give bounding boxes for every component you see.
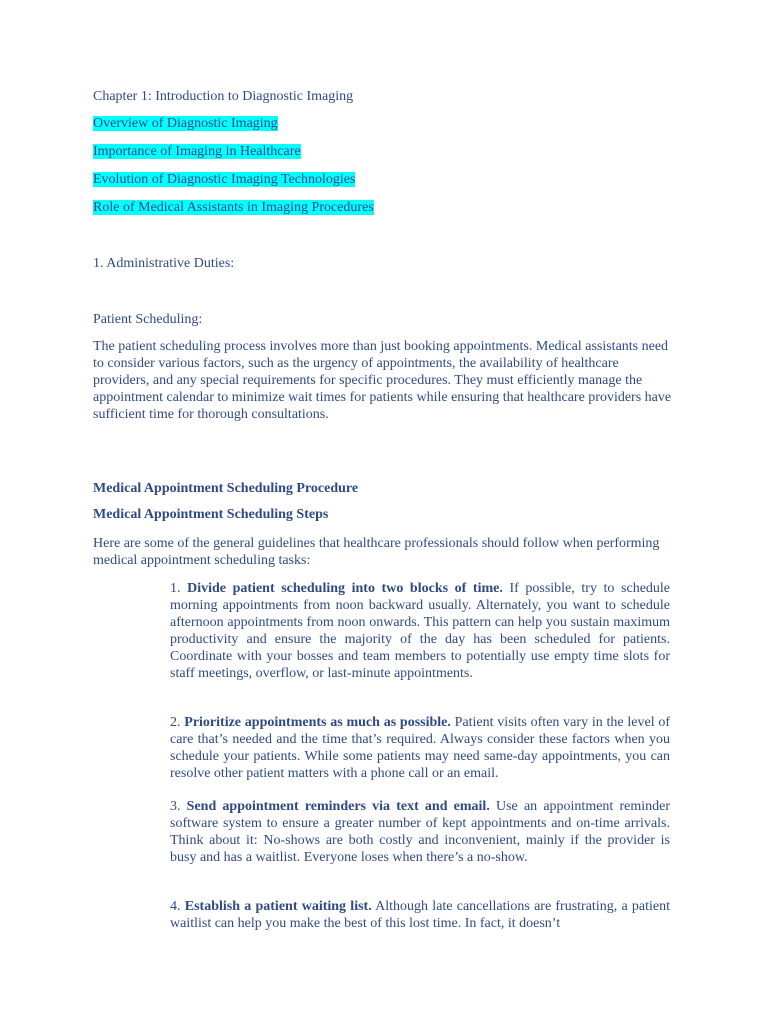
item-text: Although late cancellations are frustrating, a patient waitlist can help you make the best of this lost time. In fact, it doesn’t [170,899,671,931]
chapter-title: Chapter 1: Introduction to Diagnostic Imaging [93,89,354,104]
list-item [170,898,670,932]
procedure-intro: Here are some of the general guidelines that healthcare professionals should follow when performing medical appointment scheduling tasks: [93,536,660,568]
item-text: If possible, try to schedule morning appointments from noon backward usually. Alternately, you want to schedule afternoon appointments from noon onwards. This pattern can help you sustain maximum productivity and ensure the majority of the day has been scheduled for patients. Coordinate with your bosses and team members to potentially use empty time slots for staff meetings, overflow, or last-minute appointments. [170,581,671,681]
toc-item[interactable]: Evolution of Diagnostic Imaging Technologies [93,172,356,187]
item-number: 3. [170,799,181,814]
steps-title: Medical Appointment Scheduling Steps [93,507,329,522]
item-number: 1. [170,581,181,596]
list-item [170,714,670,782]
list-item [170,798,670,866]
procedure-title: Medical Appointment Scheduling Procedure [93,481,359,496]
item-bold-lead: Prioritize appointments as much as possible. [184,715,451,730]
scheduling-paragraph: The patient scheduling process involves more than just booking appointments. Medical assistants need to consider various factors, such as the urgency of appointments, the availability of healthcare providers, and any special requirements for specific procedures. They must efficiently manage the appointment calendar to minimize wait times for patients while ensuring that healthcare providers have sufficient time for thorough consultations. [93,339,672,422]
toc-item[interactable]: Importance of Imaging in Healthcare [93,144,301,159]
item-bold-lead: Send appointment reminders via text and email. [186,799,490,814]
section-subheading: Patient Scheduling: [93,312,203,327]
item-number: 4. [170,899,181,914]
item-text: Patient visits often vary in the level of care that’s needed and the time that’s required. Always consider these factors when you schedule your patients. While some patients may need same-day appointments, you can resolve other patient matters with a phone call or an email. [170,715,671,781]
list-item [170,580,670,682]
item-number: 2. [170,715,181,730]
toc-item[interactable]: Overview of Diagnostic Imaging [93,116,278,131]
section-heading: 1. Administrative Duties: [93,256,235,271]
item-text: Use an appointment reminder software system to ensure a greater number of kept appointments and on-time arrivals. Think about it: No-shows are both costly and inconvenient, mainly if the provider is busy and has a waitlist. Everyone loses when there’s a no-show. [170,799,671,865]
toc-item[interactable]: Role of Medical Assistants in Imaging Procedures [93,200,374,215]
item-bold-lead: Establish a patient waiting list. [184,899,372,914]
item-bold-lead: Divide patient scheduling into two blocks of time. [187,581,503,596]
